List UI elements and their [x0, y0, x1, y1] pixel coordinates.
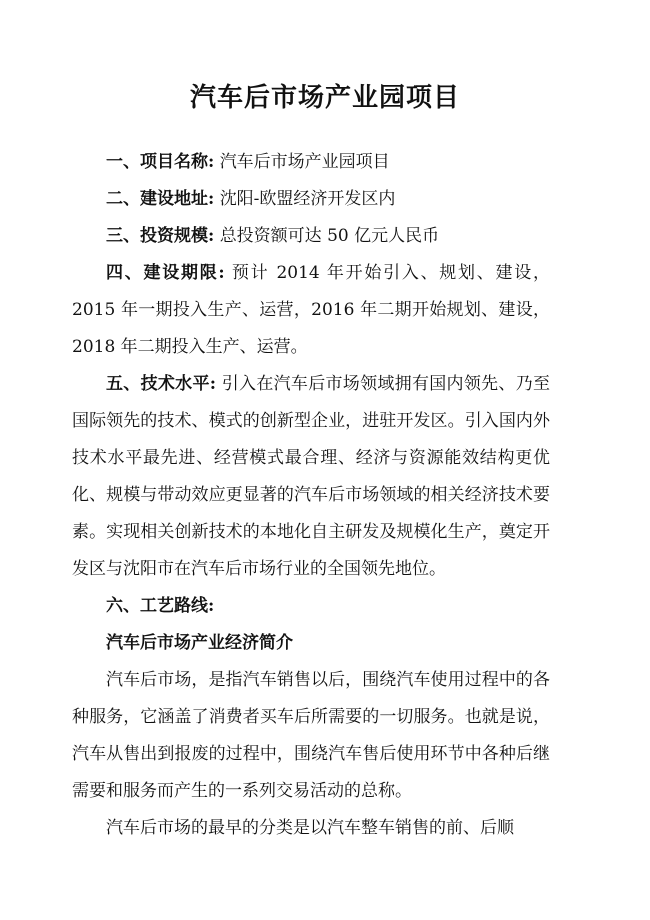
item-label: 二、建设地址:: [106, 189, 215, 209]
item-label: 三、投资规模:: [106, 226, 215, 246]
paragraph: 汽车后市场，是指汽车销售以后，围绕汽车使用过程中的各种服务，它涵盖了消费者买车后所需要的一切服务。也就是说，汽车从售出到报废的过程中，围绕汽车售后使用环节中各种后继需要和服务而产生的一系列交易活动的总称。: [72, 670, 550, 801]
item-label: 五、技术水平:: [106, 374, 217, 394]
document-body: [72, 144, 550, 847]
document-title: 汽车后市场产业园项目: [189, 83, 460, 113]
paragraph: 汽车后市场的最早的分类是以汽车整车销售的前、后顺: [106, 818, 514, 838]
section-heading: 汽车后市场产业经济简介: [106, 633, 293, 653]
item-label: 一、项目名称:: [106, 152, 215, 172]
item-project-name: [72, 144, 550, 181]
item-value: 总投资额可达 50 亿元人民币: [219, 226, 440, 246]
item-value: 预计 2014 年开始引入、规划、建设，2015 年一期投入生产、运营，2016 年二期开始规划、建设，2018 年二期投入生产、运营。: [72, 263, 550, 357]
item-label: 四、建设期限:: [106, 263, 225, 283]
item-technology: [72, 366, 550, 588]
item-schedule: [72, 255, 550, 366]
item-value: 汽车后市场产业园项目: [219, 152, 390, 172]
item-investment: [72, 218, 550, 255]
item-process-route: [72, 588, 550, 625]
item-label: 六、工艺路线:: [106, 596, 215, 616]
item-value: 沈阳-欧盟经济开发区内: [219, 189, 396, 209]
item-value: 引入在汽车后市场领域拥有国内领先、乃至国际领先的技术、模式的创新型企业，进驻开发区。引入国内外技术水平最先进、经营模式最合理、经济与资源能效结构更优化、规模与带动效应更显著的汽车后市场领域的相关经济技术要素。实现相关创新技术的本地化自主研发及规模化生产，奠定开发区与沈阳市在汽车后市场行业的全国领先地位。: [72, 374, 550, 579]
item-location: [72, 181, 550, 218]
